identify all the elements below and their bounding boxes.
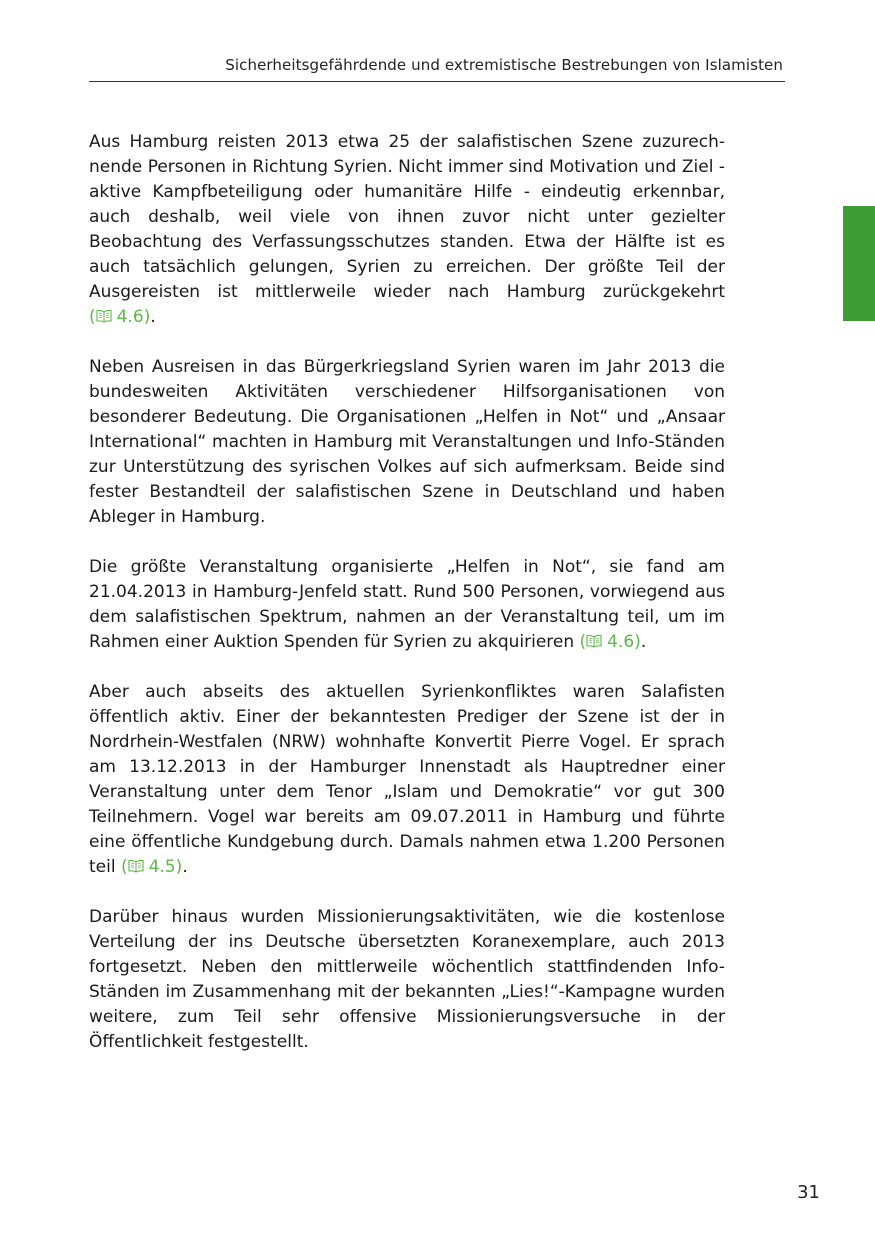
cross-reference-link[interactable]: ( 4.6) xyxy=(89,307,151,327)
paragraph-syria-departures: Aus Hamburg reisten 2013 etwa 25 der salafistischen Szene zuzurechnende Personen in Richtung Syrien. Nicht immer sind Motivation und Ziel - aktive Kampfbeteiligung oder humanitäre Hilfe - eindeutig erkennbar, auch deshalb, weil viele von ihnen zuvor nicht unter gezielter Beobachtung des Verfassungsschutzes standen. Etwa der Hälfte ist es auch tatsächlich gelungen, Syrien zu erreichen. Der größte Teil der Ausgereisten ist mittlerweile wieder nach Hamburg zurückgekehrt ( 4.6). xyxy=(89,132,725,327)
chapter-tab-marker xyxy=(843,206,875,321)
paragraph-missionary-activities xyxy=(89,905,725,1055)
paragraph-text: Darüber hinaus wurden Missionierungsaktivitäten, wie die kostenlose Verteilung der ins Deutsche übersetzten Koranexemplare, auch 2013 fortgesetzt. Neben den mittlerweile wöchentlich stattfindenden Info-Ständen im Zusammenhang mit der bekannten „Lies!“-Kampagne wurden weitere, zum Teil sehr offensive Missionierungsversuche in der Öffentlichkeit festgestellt. xyxy=(89,907,725,1052)
cross-reference-link[interactable]: ( 4.5) xyxy=(120,857,183,877)
open-book-icon xyxy=(128,859,144,873)
open-book-icon xyxy=(586,634,602,648)
paragraph-pierre-vogel: Aber auch abseits des aktuellen Syrienkonfliktes waren Salafisten öffentlich aktiv. Einer der bekanntesten Prediger der Szene ist der in Nordrhein-Westfalen (NRW) wohnhafte Konvertit Pierre Vogel. Er sprach am 13.12.2013 in der Hamburger Innenstadt als Hauptredner einer Veranstaltung unter dem Tenor „Islam und Demokratie“ vor gut 300 Teilnehmern. Vogel war bereits am 09.07.2011 in Hamburg und führte eine öffentliche Kundgebung durch. Damals nahmen etwa 1.200 Personen teil ( 4.5). xyxy=(89,682,725,877)
paragraph-text: Neben Ausreisen in das Bürgerkriegsland Syrien waren im Jahr 2013 die bundesweiten Aktivitäten verschiedener Hilfsorganisationen von besonderer Bedeutung. Die Organisationen „Helfen in Not“ und „Ansaar International“ machten in Hamburg mit Veranstaltungen und Info-Ständen zur Unterstützung des syrischen Volkes auf sich aufmerksam. Beide sind fester Bestandteil der salafistischen Szene in Deutschland und haben Ableger in Hamburg. xyxy=(89,357,725,527)
paragraph-text: Die größte Veranstaltung organisierte „Helfen in Not“, sie fand am 21.04.2013 in Hamburg-Jenfeld statt. Rund 500 Personen, vorwiegend aus dem salafistischen Spektrum, nahmen an der Veranstaltung teil, um im Rahmen einer Auktion Spenden für Syrien zu akquirieren xyxy=(89,557,725,652)
paragraph-aid-organizations xyxy=(89,355,725,530)
paragraph-text: Aus Hamburg reisten 2013 etwa 25 der salafistischen Szene zuzurechnende Personen in Richtung Syrien. Nicht immer sind Motivation und Ziel - aktive Kampfbeteiligung oder humanitäre Hilfe - eindeutig erkennbar, auch deshalb, weil viele von ihnen zuvor nicht unter gezielter Beobachtung des Verfassungsschutzes standen. Etwa der Hälfte ist es auch tatsächlich gelungen, Syrien zu erreichen. Der größte Teil der Ausgereisten ist mittlerweile wieder nach Hamburg zurückgekehrt xyxy=(89,132,725,302)
header-divider xyxy=(89,81,785,82)
cross-reference-link[interactable]: ( 4.6) xyxy=(579,632,641,652)
paragraph-text: Aber auch abseits des aktuellen Syrienkonfliktes waren Salafisten öffentlich aktiv. Einer der bekanntesten Prediger der Szene ist der in Nordrhein-Westfalen (NRW) wohnhafte Konvertit Pierre Vogel. Er sprach am 13.12.2013 in der Hamburger Innenstadt als Hauptredner einer Veranstaltung unter dem Tenor „Islam und Demokratie“ vor gut 300 Teilnehmern. Vogel war bereits am 09.07.2011 in Hamburg und führte eine öffentliche Kundgebung durch. Damals nahmen etwa 1.200 Personen teil xyxy=(89,682,725,877)
open-book-icon xyxy=(96,309,112,323)
running-header: Sicherheitsgefährdende und extremistische Bestrebungen von Islamisten xyxy=(225,56,783,74)
body-text xyxy=(89,130,725,1080)
paragraph-largest-event: Die größte Veranstaltung organisierte „Helfen in Not“, sie fand am 21.04.2013 in Hamburg-Jenfeld statt. Rund 500 Personen, vorwiegend aus dem salafistischen Spektrum, nahmen an der Veranstaltung teil, um im Rahmen einer Auktion Spenden für Syrien zu akquirieren ( 4.6). xyxy=(89,557,725,652)
page-number: 31 xyxy=(797,1182,820,1203)
